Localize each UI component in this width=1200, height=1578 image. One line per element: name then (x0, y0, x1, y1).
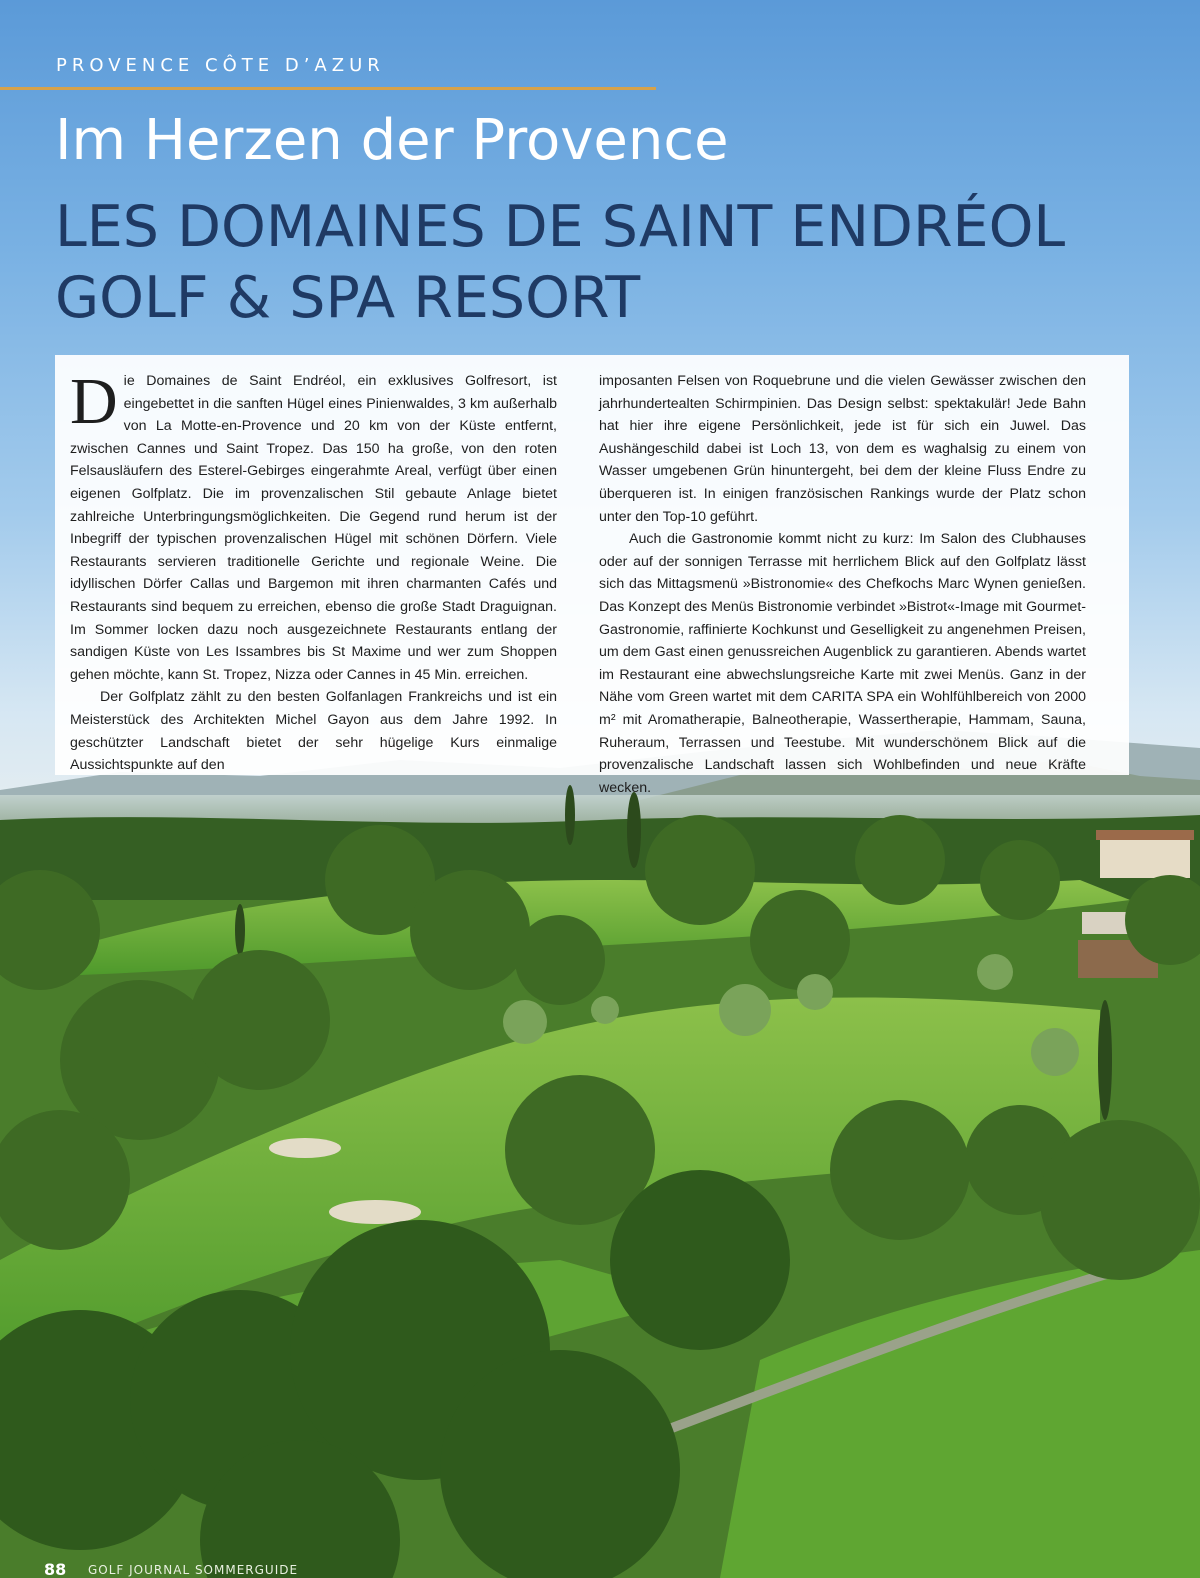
bunker (329, 1200, 421, 1224)
drop-cap: D (70, 365, 118, 438)
page-number: 88 (44, 1560, 67, 1578)
section-kicker: PROVENCE CÔTE D’AZUR (56, 55, 385, 76)
article-title (55, 192, 1175, 334)
article-column-right (599, 370, 1086, 799)
cypress-tree (1098, 1000, 1112, 1120)
article-title-line: LES DOMAINES DE SAINT ENDRÉOL (55, 194, 1066, 260)
article-column-left (70, 365, 557, 777)
cypress-tree (565, 785, 575, 845)
paragraph: imposanten Felsen von Roquebrune und die vielen Gewässer zwischen den jahrhundertealten Schirmpinien. Das Design selbst: spektakulär! Jede Bahn hat hier ihre eigene Persönlichkeit, jede ist für sich ein Juwel. Das Aushängeschild dabei ist Loch 13, von dem es waghalsig zu einem von Wasser umgebenen Grün hinuntergeht, bei dem der kleine Fluss Endre zu überqueren ist. In einigen französischen Rankings wurde der Platz schon unter den Top-10 geführt. (599, 373, 1086, 525)
bunker (269, 1138, 341, 1158)
article-title-line: GOLF & SPA RESORT (55, 265, 641, 331)
paragraph: Auch die Gastronomie kommt nicht zu kurz: Im Salon des Clubhauses oder auf der sonnigen Terrasse mit herrlichem Blick auf den Golfplatz lässt sich das Mittagsmenü »Bistronomie« des Chefkochs Marc Wynen genießen. Das Konzept des Menüs Bistronomie verbindet »Bistrot«-Image mit Gourmet-Gastronomie, raffinierte Kochkunst und Geselligkeit zu angenehmen Preisen, um dem Gast einen genussreichen Augenblick zu garantieren. Abends wartet im Restaurant eine abwechslungsreiche Karte mit zwei Menüs. Ganz in der Nähe vom Green wartet mit dem CARITA SPA ein Wohlfühlbereich von 2000 m² mit Aromatherapie, Balneotherapie, Wassertherapie, Hammam, Sauna, Ruheraum, Terrassen und Teestube. Mit wunderschönem Blick auf die provenzalische Landschaft lassen sich Wohlbefinden und neue Kräfte wecken. (599, 531, 1086, 796)
clubhouse (1100, 838, 1190, 878)
cypress-tree (235, 904, 245, 956)
cypress-tree (627, 792, 641, 868)
paragraph: Der Golfplatz zählt zu den besten Golfanlagen Frankreichs und ist ein Meisterstück des Architekten Michel Gayon aus dem Jahre 1992. In geschützter Landschaft bietet der sehr hügelige Kurs einmalige Aussichtspunkte auf den (70, 689, 557, 774)
paragraph (70, 365, 557, 686)
article-text-panel (55, 355, 1129, 796)
headline: Im Herzen der Provence (55, 108, 729, 173)
paragraph-text: ie Domaines de Saint Endréol, ein exklusives Golfresort, ist eingebettet in die sanften Hügel eines Pinienwaldes, 3 km außerhalb von La Motte-en-Provence und 20 km von der Küste entfernt, zwischen Cannes und Saint Tropez. Das 150 ha große, von den roten Felsausläufern des Esterel-Gebirges eingerahmte Areal, verfügt über einen eigenen Golfplatz. Die im provenzalischen Stil gebaute Anlage bietet zahlreiche Unterbringungsmöglichkeiten. Die Gegend rund herum ist der Inbegriff der typischen provenzalischen Hügel mit schönen Dörfern. Viele Restaurants servieren traditionelle Gerichte und regionale Weine. Die idyllischen Dörfer Callas und Bargemon mit ihren charmanten Cafés und Restaurants sind bequem zu erreichen, ebenso die große Stadt Draguignan. Im Sommer locken dazu noch ausgezeichnete Restaurants entlang der sandigen Küste von Les Issambres bis St Maxime und wer zum Shoppen gehen möchte, kann St. Tropez, Nizza oder Cannes in 45 Min. erreichen. (70, 373, 557, 683)
kicker-rule (0, 87, 656, 90)
publication-name: GOLF JOURNAL SOMMERGUIDE (88, 1563, 299, 1577)
